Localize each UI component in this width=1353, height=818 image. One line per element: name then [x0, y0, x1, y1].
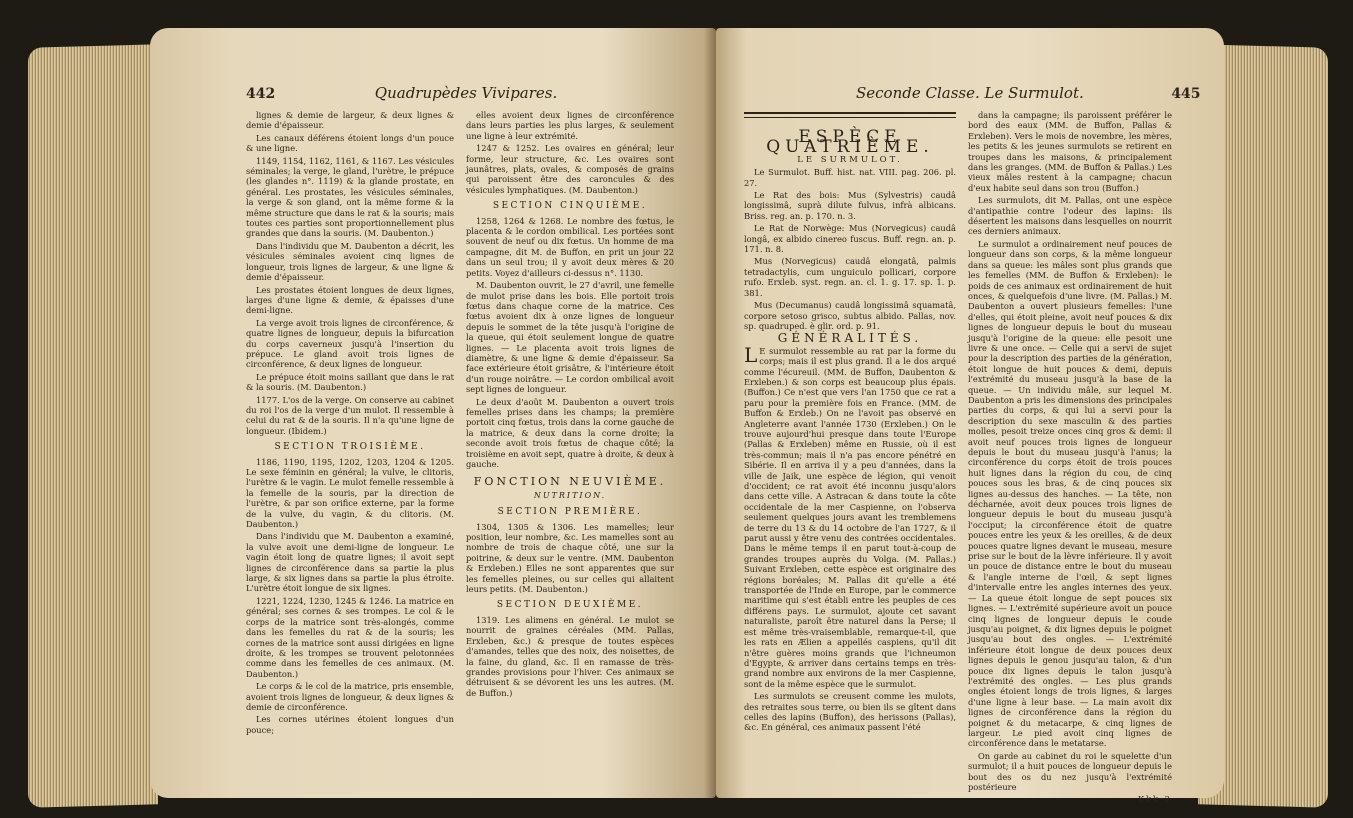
- paragraph: Le corps & le col de la matrice, pris ensemble, avoient trois lignes de longueur, & deux lignes & demie de circonférence.: [246, 681, 454, 712]
- paragraph: dans la campagne; ils paroissent préférer le bord des eaux (MM. de Buffon, Pallas & Erxleben). Vers le mois de novembre, les mères, les petits & les jeunes surmulots se retirent en troupes dans les maisons, & principalement dans les granges. (MM. de Buffon & Pallas.) Les vieux mâles restent à la campagne; chacun d'eux habite seul dans son trou (Buffon.): [968, 110, 1172, 193]
- right-running-title: Seconde Classe. Le Surmulot.: [856, 84, 1084, 102]
- paragraph: 1149, 1154, 1162, 1161, & 1167. Les vésicules séminales; la verge, le gland, l'urètre, le prépuce (les glandes n°. 1119) & la glande prostate, en général. Les prostates, les vésicules séminales, la verge & son gland, ont la même forme & la même structure que dans le rat & la souris; mais toutes ces parties sont proportionnellement plus grandes que dans la souris. (M. Daubenton.): [246, 155, 454, 239]
- paragraph: Les surmulots se creusent comme les mulots, des retraites sous terre, ou bien ils se gîtent dans celles des lapins (Buffon), des herissons (Pallas), &c. En général, ces animaux passent l'été: [744, 691, 956, 733]
- paragraph: M. Daubenton ouvrit, le 27 d'avril, une femelle de mulot prise dans les bois. Elle portoit trois fœtus dans chaque corne de la matrice. Ces fœtus avoient dix à onze lignes de longueur depuis le sommet de la tête jusqu'à l'origine de la queue, qui étoit seulement longue de quatre lignes. — Le placenta avoit trois lignes de diamètre, & une ligne & demie d'épaisseur. Sa face extérieure étoit grisâtre, & l'intérieure étoit d'un rouge noirâtre. — Le cordon ombilical avoit sept lignes de longueur.: [466, 280, 674, 395]
- paragraph: Le deux d'août M. Daubenton a ouvert trois femelles prises dans les champs; la première portoit cinq fœtus, trois dans la corne gauche de la matrice, & deux dans la corne droite; la seconde avoit trois fœtus de chaque côté; la troisième en avoit sept, quatre à droite, & deux à gauche.: [466, 396, 674, 469]
- section-heading: SECTION TROISIÈME.: [274, 442, 426, 453]
- paragraph: [744, 342, 956, 689]
- subsection-heading: NUTRITION.: [533, 490, 607, 500]
- section-heading: SECTION PREMIÈRE.: [497, 507, 643, 518]
- paragraph: Mus (Decumanus) caudâ longissimâ squamatâ, corpore setoso grisco, subtus albido. Pallas, nov. sp. quadruped. è glir. ord. p. 91.: [744, 300, 956, 331]
- paragraph: Les cornes utérines étoient longues d'un pouce;: [246, 714, 454, 735]
- paragraph: Dans l'individu que M. Daubenton a examiné, la vulve avoit une demi-ligne de longueur. Le vagin étoit long de quatre lignes; il avoit sept lignes de circonférence dans sa partie la plus large, & six lignes dans sa partie la plus étroite. L'urètre étoit longue de six lignes.: [246, 531, 454, 594]
- paragraph: Le Rat des bois: Mus (Sylvestris) caudâ longissimâ, suprà dilute fulvus, infrà albicans. Briss. reg. an. p. 170. n. 3.: [744, 190, 956, 221]
- paragraph: 1177. L'os de la verge. On conserve au cabinet du roi l'os de la verge d'un mulot. Il ressemble à celui du rat & de la souris. Il n'a qu'une ligne de longueur. (Ibidem.): [246, 394, 454, 436]
- right-running-head: [856, 84, 1201, 102]
- left-running-title: Quadrupèdes Vivipares.: [374, 84, 558, 102]
- left-page: [150, 28, 716, 798]
- paragraph: 1319. Les alimens en général. Le mulot se nourrit de graines céréales (MM. Pallas, Erxleben, &c.) & presque de toutes espèces d'amandes, telles que des noix, des noisettes, de la faine, du gland, &c. Il en ramasse de très-grandes provisions pour l'hiver. Ces animaux se détruisent & se dévorent les uns les autres. (M. de Buffon.): [466, 614, 674, 698]
- signature-mark: Kkk 2: [1137, 794, 1172, 805]
- paragraph: Le prépuce étoit moins saillant que dans le rat & la souris. (M. Daubenton.): [246, 371, 454, 393]
- left-page-edges: [28, 44, 158, 807]
- generalites-heading: GÉNÉRALITÉS.: [777, 331, 923, 346]
- paragraph: Les prostates étoient longues de deux lignes, larges d'une ligne & demie, & épaisses d'une demi-ligne.: [246, 284, 454, 316]
- function-heading: FONCTION NEUVIÈME.: [473, 475, 667, 489]
- paragraph: elles avoient deux lignes de circonférence dans leurs parties les plus larges, & seulement une ligne à leur extrémité.: [466, 110, 674, 141]
- paragraph: 1304, 1305 & 1306. Les mamelles; leur position, leur nombre, &c. Les mamelles sont au nombre de trois de chaque côté, une sur la poitrine, & deux sur le ventre. (MM. Daubenton & Erxleben.) Elles ne sont apparentes que sur les femelles pleines, ou sur celles qui allaitent leurs petits. (M. Daubenton.): [466, 521, 674, 595]
- right-page-number: 445: [1171, 86, 1201, 102]
- paragraph: lignes & demie de largeur, & deux lignes & demie d'épaisseur.: [246, 110, 454, 131]
- right-column-2: [968, 110, 1172, 807]
- chapter-title: ESPÈCE QUATRIÈME.: [766, 127, 934, 158]
- left-page-number: 442: [246, 86, 276, 102]
- paragraph: 1247 & 1252. Les ovaires en général; leur forme, leur structure, &c. Les ovaires sont jaunâtres, plats, ovales, & composés de grains qui paroissent être des caroncules & des vésicules lymphatiques. (M. Daubenton.): [466, 143, 674, 195]
- chapter-subtitle: LE SURMULOT.: [797, 154, 903, 165]
- paragraph: 1221, 1224, 1230, 1245 & 1246. La matrice en général; ses cornes & ses trompes. Le col & le corps de la matrice sont très-alongés, comme dans les femelles du rat & de la souris; les cornes de la matrice sont aussi dirigées en ligne droite, & les trompes se trouvent pelotonnées comme dans les femelles de ces animaux. (M. Daubenton.): [246, 595, 454, 679]
- section-heading: SECTION DEUXIÈME.: [496, 600, 644, 611]
- drop-cap: L: [744, 342, 758, 367]
- paragraph: 1186, 1190, 1195, 1202, 1203, 1204 & 1205. Le sexe féminin en général; la vulve, le clitoris, l'urètre & le vagin. Le mulot femelle ressemble à la femelle de la souris, par la direction de l'urètre, & par son orifice externe, par la forme de la vulve, du vagin, & du clitoris. (M. Daubenton.): [246, 456, 454, 530]
- chapter-rule: [744, 112, 956, 118]
- paragraph-text: E surmulot ressemble au rat par la forme du corps; mais il est plus grand. Il a le dos arqué comme l'écureuil. (MM. de Buffon, Daubenton & Erxleben.) & son corps est beaucoup plus épais. (Buffon.) Ce n'est que vers l'an 1750 que ce rat a paru pour la première fois en France. (MM. de Buffon & Erxleb.) On ne l'avoit pas observé en Angleterre avant l'année 1730 (Erxleben.) On le trouve aujourd'hui presque dans toute l'Europe (Pallas & Erxleben) même en Russie, où il est très-commun; mais il n'a pas encore pénétré en Sibérie. Il en arriva il y a peu d'années, dans la ville de Jaik, une espèce de légion, qui venoit d'occident; ce rat avoit été inconnu jusqu'alors dans cette ville. A Astracan & dans toute la côte occidentale de la mer Caspienne, on l'observa seulement quelques jours avant les tremblemens de terre du 13 & du 14 octobre de l'an 1727, & il parut aussi y être venu des contrées occidentales. Dans le même temps il en parut tout-à-coup de grandes troupes auprès du Volga. (M. Pallas.) Suivant Erxleben, cette espèce est originaire des régions boréales; M. Pallas dit qu'elle a été transportée de l'Inde en Europe, par le commerce maritime qui s'est établi entre les peuples de ces différens pays. Le surmulot, ajoute cet savant naturaliste, paroît être naturel dans la Perse; il est même très-vraisemblable, remarque-t-il, que les rats en Ælien a appellés caspiens, qu'il dit n'être guères moins grands que l'ichneumon d'Egypte, & arriver dans certains temps en très-grand nombre aux environs de la mer Caspienne, sont de la même espèce que le surmulot.: [744, 345, 956, 689]
- right-column-1: [744, 110, 956, 735]
- paragraph: Le Rat de Norwège: Mus (Norvegicus) caudâ longâ, ex albido cinereo fuscus. Buff. regn. an. p. 171. n. 8.: [744, 223, 956, 255]
- paragraph: Les surmulots, dit M. Pallas, ont une espèce d'antipathie contre l'odeur des lapins: ils désertent les maisons dans lesquelles on nourrit ces derniers animaux.: [968, 195, 1172, 237]
- paragraph: Dans l'individu que M. Daubenton a décrit, les vésicules séminales avoient cinq lignes de longueur, trois lignes de largeur, & une ligne & demie d'épaisseur.: [246, 240, 454, 283]
- paragraph: 1258, 1264 & 1268. Le nombre des fœtus, le placenta & le cordon ombilical. Les portées sont souvent de neuf ou dix fœtus. Un homme de ma campagne, dit M. de Buffon, en prit un jour 22 dans un seul trou; il y avoit deux mères & 20 petits. Voyez d'ailleurs ci-dessus n°. 1130.: [466, 215, 674, 278]
- right-page: [716, 28, 1224, 805]
- paragraph: Mus (Norvegicus) caudâ elongatâ, palmis tetradactylis, cum unguiculo pollicari, corpore rufo. Erxleb. syst. regn. an. cl. 1. g. 17. sp. 1. p. 381.: [744, 256, 956, 298]
- left-running-head: [246, 84, 557, 102]
- open-book: [28, 18, 1328, 813]
- left-column-2: [466, 110, 674, 700]
- section-heading: SECTION CINQUIÈME.: [492, 201, 648, 212]
- paragraph: La verge avoit trois lignes de circonférence, & quatre lignes de longueur, depuis la bifurcation du corps caverneux jusqu'à l'insertion du prépuce. Le gland avoit trois lignes de circonférence, & deux lignes de longueur.: [246, 317, 454, 370]
- paragraph: Le Surmulot. Buff. hist. nat. VIII. pag. 206. pl. 27.: [744, 167, 956, 188]
- paragraph: Le surmulot a ordinairement neuf pouces de longueur dans son corps, & la même longueur dans sa queue: les mâles sont plus grands que les femelles (MM. de Buffon & Erxleben): le poids de ces animaux est ordinairement de huit onces, & quelquefois d'une livre. (M. Pallas.) M. Daubenton a ouvert plusieurs femelles: l'une d'elles, qui étoit pleine, avoit neuf pouces & dix lignes de longueur depuis le bout du museau jusqu'à l'origine de la queue: elle pesoit une livre & une once. — Celle qui a servi de sujet pour la description des parties de la génération, étoit longue de huit pouces & demi, depuis l'extrémité du museau jusqu'à la base de la queue. — Un individu mâle, sur lequel M. Daubenton a pris les dimensions des principales parties du corps, & qui lui a servi pour la description du sexe masculin & des parties molles, pesoit treize onces cinq gros & demi: il avoit neuf pouces trois lignes de longueur depuis le bout du museau jusqu'à l'anus; la circonférence du corps étoit de trois pouces huit lignes dans la région du cou, de cinq pouces sous les bras, & de cinq pouces six lignes au-dessus des hanches. — La tête, non décharnée, avoit deux pouces trois lignes de longueur depuis le bout du museau jusqu'à l'occiput; la circonférence étoit de quatre pouces entre les yeux & les oreilles, & de deux pouces quatre lignes devant le museau, mesure prise sur le bout de la lèvre inférieure. Il y avoit un pouce de distance entre le bout du museau & l'angle interne de l'œil, & sept lignes d'intervalle entre les angles internes des yeux. — La queue étoit longue de sept pouces six lignes. — L'extrémité supérieure avoit un pouce cinq lignes de longueur depuis le coude jusqu'au poignet, & dix lignes depuis le poignet jusqu'au bout des ongles. — L'extrémité inférieure étoit longue de deux pouces deux lignes depuis le genou jusqu'au talon, & d'un pouce dix lignes depuis le talon jusqu'à l'extrémité des ongles. — Les plus grands ongles étoient longs de trois lignes, & larges d'une ligne à leur base. — La main avoit dix lignes de circonférence dans la région du poignet & du metacarpe, & cinq lignes de largeur. Le pied avoit cinq lignes de circonférence dans le metatarse.: [968, 238, 1172, 749]
- paragraph: Les canaux déférens étoient longs d'un pouce & une ligne.: [246, 132, 454, 154]
- left-column-1: [246, 110, 454, 737]
- paragraph: On garde au cabinet du roi le squelette d'un surmulot; il a huit pouces de longueur depuis le bout des os du nez jusqu'à l'extrémité postérieure: [968, 750, 1172, 792]
